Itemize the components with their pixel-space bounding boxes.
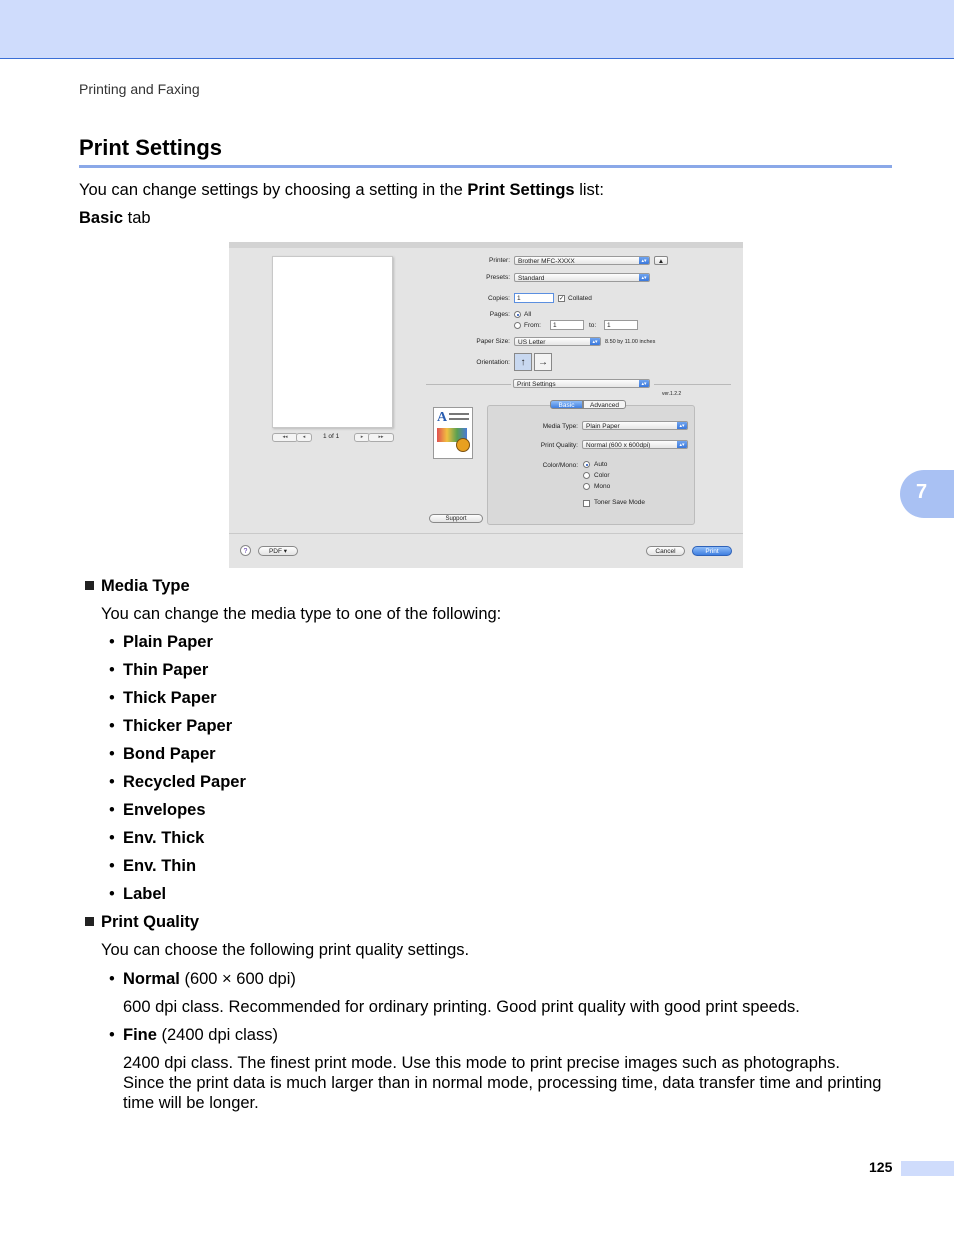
next-page-button[interactable]: ▸ [354,433,370,442]
print-quality-lead: You can choose the following print quality settings. [101,941,470,959]
list-item: • Recycled Paper [109,773,246,791]
fine-quality-desc-line: 2400 dpi class. The finest print mode. Use this mode to print precise images such as photographs. [123,1054,840,1072]
page-number-bar [901,1161,954,1176]
list-item: • Thin Paper [109,661,209,679]
paper-size-label: Paper Size: [476,338,510,345]
support-button[interactable]: Support [429,514,483,523]
color-radio[interactable] [583,472,590,479]
intro-paragraph: You can change settings by choosing a setting in the Print Settings list: [79,181,604,199]
last-page-button[interactable]: ▸▸ [368,433,394,442]
list-item: • Thick Paper [109,689,217,707]
collated-checkbox[interactable]: ✓ [559,296,565,302]
list-item: • Envelopes [109,801,206,819]
pages-all-label: All [524,311,532,318]
copies-label: Copies: [487,295,510,302]
help-button[interactable]: ? [240,545,251,556]
printer-popup[interactable]: Brother MFC-XXXX ▴▾ [514,256,650,265]
page-number: 125 [869,1159,893,1175]
fine-quality-item: • Fine (2400 dpi class) [109,1026,278,1044]
running-header: Printing and Faxing [79,81,200,97]
divider-left [426,384,511,385]
print-quality-label: Print Quality: [540,442,578,449]
list-item: • Label [109,885,167,903]
toner-save-checkbox[interactable] [583,500,590,507]
tab-advanced[interactable]: Advanced [583,400,626,409]
panel-selector-popup[interactable]: Print Settings ▴▾ [513,379,650,388]
page-preview [272,256,393,428]
mono-radio[interactable] [583,483,590,490]
chapter-tab: 7 [900,470,954,518]
printer-label: Printer: [489,257,510,264]
media-type-lead: You can change the media type to one of the following: [101,605,502,623]
tab-heading: Basic tab [79,209,151,227]
pages-from-label: From: [524,322,541,329]
media-type-popup[interactable]: Plain Paper ▴▾ [582,421,688,430]
cancel-button[interactable]: Cancel [646,546,685,556]
list-item: • Plain Paper [109,633,213,651]
popup-arrows-icon: ▴▾ [639,274,649,282]
printer-expand-button[interactable]: ▲ [654,256,668,265]
printer-settings-icon: A [433,407,473,459]
pages-label: Pages: [489,311,510,318]
fine-quality-desc-line: Since the print data is much larger than in normal mode, processing time, data transfer time and printing [123,1074,882,1092]
color-mono-label: Color/Mono: [542,462,578,469]
dialog-top-strip [229,242,743,248]
normal-quality-item: • Normal (600 × 600 dpi) [109,970,296,988]
header-band [0,0,954,59]
portrait-icon[interactable]: ↑ [514,353,532,371]
popup-arrows-icon: ▴▾ [639,257,649,265]
list-item: • Thicker Paper [109,717,233,735]
popup-arrows-icon: ▴▾ [590,338,600,346]
fine-quality-desc-line: time will be longer. [123,1094,259,1112]
square-bullet-icon [85,581,94,590]
collated-label: Collated [568,295,592,302]
divider-right [654,384,731,385]
popup-arrows-icon: ▴▾ [677,422,687,430]
page-counter: 1 of 1 [323,433,340,440]
pdf-button[interactable]: PDF ▾ [258,546,298,556]
pages-from-input[interactable]: 1 [550,320,584,330]
section-title: Print Settings [79,135,223,160]
copies-input[interactable]: 1 [514,293,554,303]
print-quality-popup[interactable]: Normal (600 x 600dpi) ▴▾ [582,440,688,449]
pages-from-radio[interactable] [514,322,521,329]
print-quality-heading: Print Quality [85,912,199,932]
orientation-label: Orientation: [476,359,510,366]
square-bullet-icon [85,917,94,926]
toner-save-label: Toner Save Mode [594,499,645,506]
media-type-label: Media Type: [542,423,578,430]
bottom-divider [229,533,743,534]
landscape-icon[interactable]: → [534,353,552,371]
first-page-button[interactable]: ◂◂ [272,433,298,442]
auto-label: Auto [594,461,608,468]
paper-size-popup[interactable]: US Letter ▴▾ [514,337,601,346]
paper-size-dims: 8.50 by 11.00 inches [605,339,656,345]
list-item: • Env. Thin [109,857,197,875]
pages-all-radio[interactable] [514,311,521,318]
tab-basic[interactable]: Basic [550,400,583,409]
prev-page-button[interactable]: ◂ [296,433,312,442]
presets-label: Presets: [486,274,510,281]
title-rule [79,165,892,168]
pages-to-label: to: [589,322,597,329]
print-dialog-screenshot [229,242,743,568]
popup-arrows-icon: ▴▾ [677,441,687,449]
version-text: ver.1.2.2 [662,391,682,397]
media-type-heading: Media Type [85,576,190,596]
print-button[interactable]: Print [692,546,732,556]
presets-popup[interactable]: Standard ▴▾ [514,273,650,282]
pages-to-input[interactable]: 1 [604,320,638,330]
mono-label: Mono [594,483,611,490]
color-label: Color [594,472,610,479]
auto-radio[interactable] [583,461,590,468]
popup-arrows-icon: ▴▾ [639,380,649,388]
list-item: • Env. Thick [109,829,205,847]
list-item: • Bond Paper [109,745,216,763]
normal-quality-desc: 600 dpi class. Recommended for ordinary printing. Good print quality with good print speeds. [123,998,800,1016]
